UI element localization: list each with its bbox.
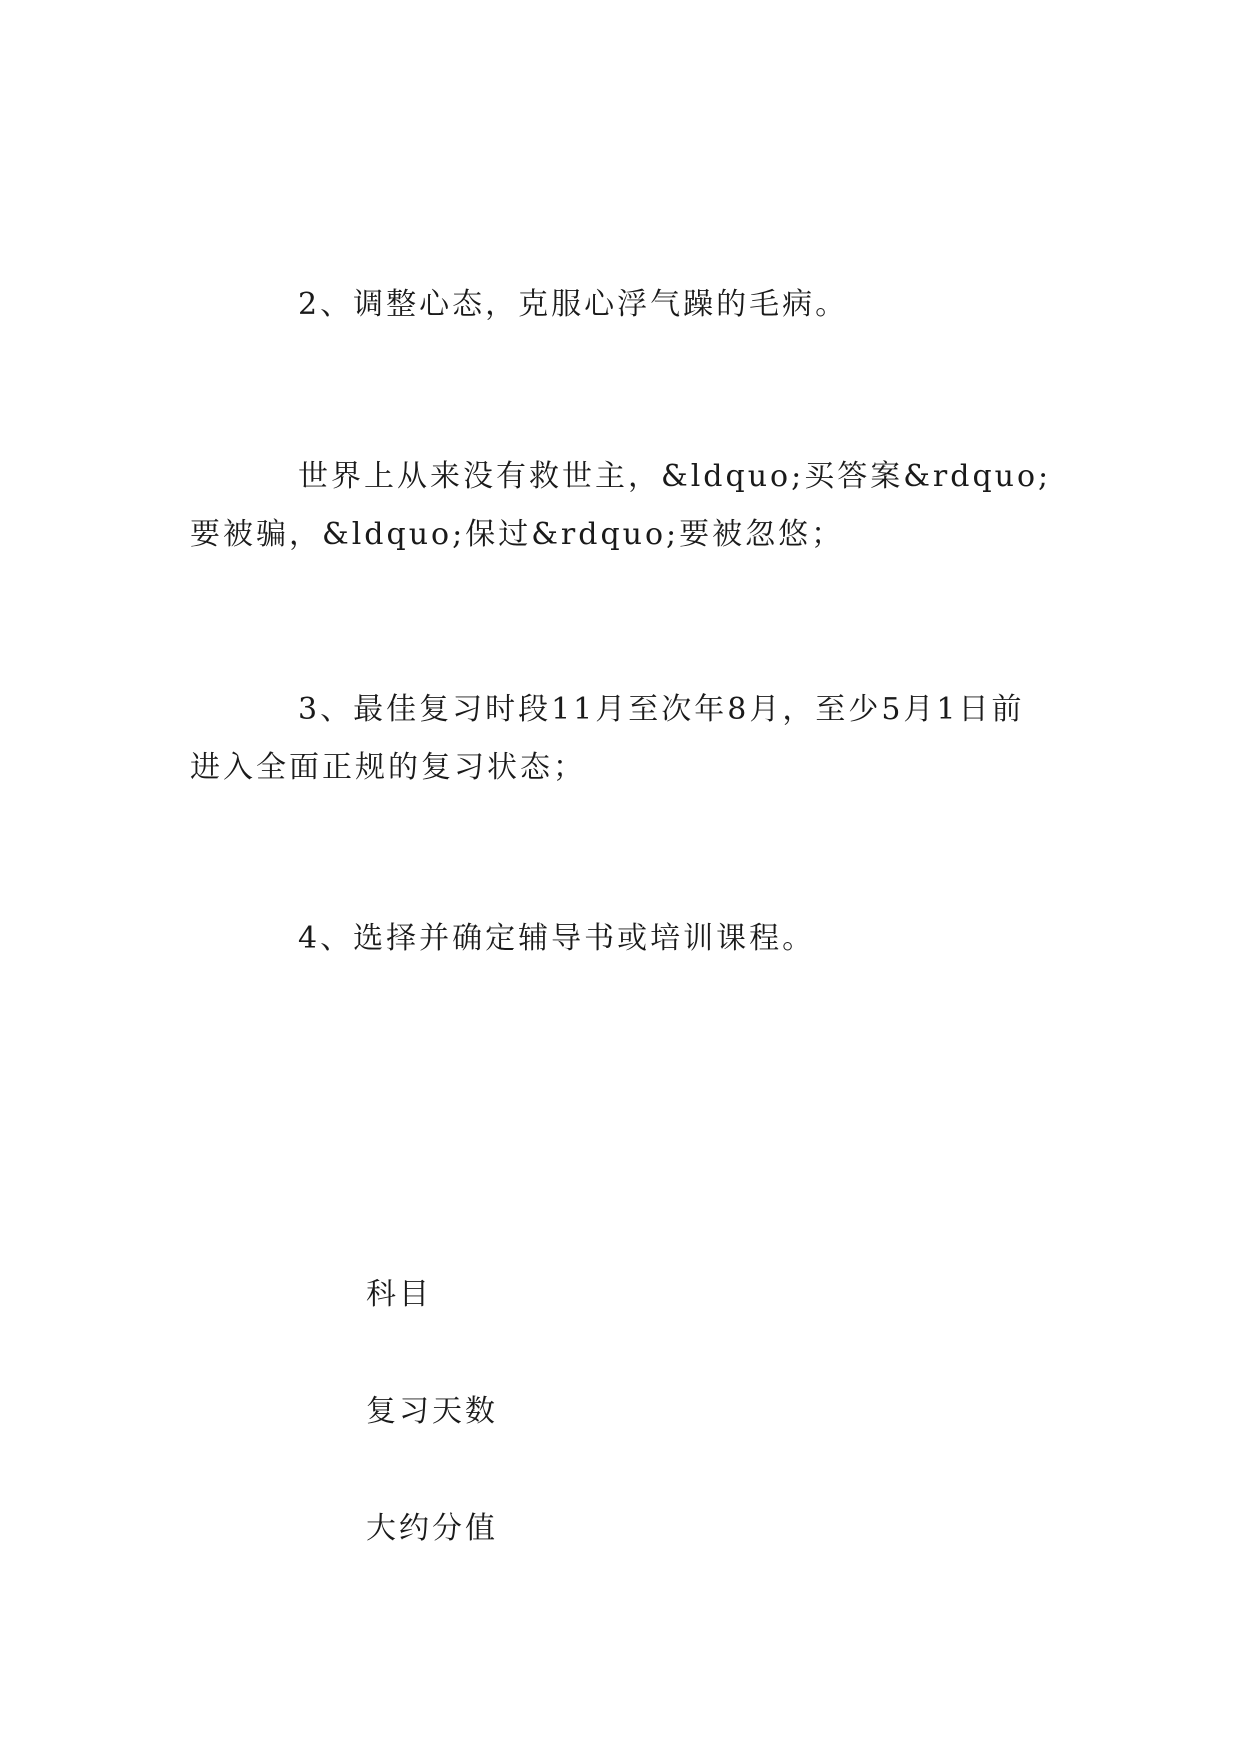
paragraph-text: 3、最佳复习时段11月至次年8月，至少5月1日前进入全面正规的复习状态； [190, 692, 1025, 785]
paragraph-best-review-period [190, 681, 1055, 797]
paragraph-choose-materials [190, 910, 1055, 968]
table-header-review-days: 复习天数 [366, 1394, 498, 1429]
paragraph-adjust-mindset [190, 276, 1055, 334]
table-header-score: 大约分值 [366, 1511, 498, 1546]
paragraph-text: 世界上从来没有救世主，&ldquo;买答案&rdquo;要被骗，&ldquo;保过&rdquo;要被忽悠； [190, 459, 1052, 552]
paragraph-no-savior [190, 448, 1055, 564]
table-header-subject: 科目 [366, 1277, 432, 1312]
paragraph-text: 4、选择并确定辅导书或培训课程。 [298, 921, 816, 956]
paragraph-text: 2、调整心态，克服心浮气躁的毛病。 [298, 287, 849, 322]
